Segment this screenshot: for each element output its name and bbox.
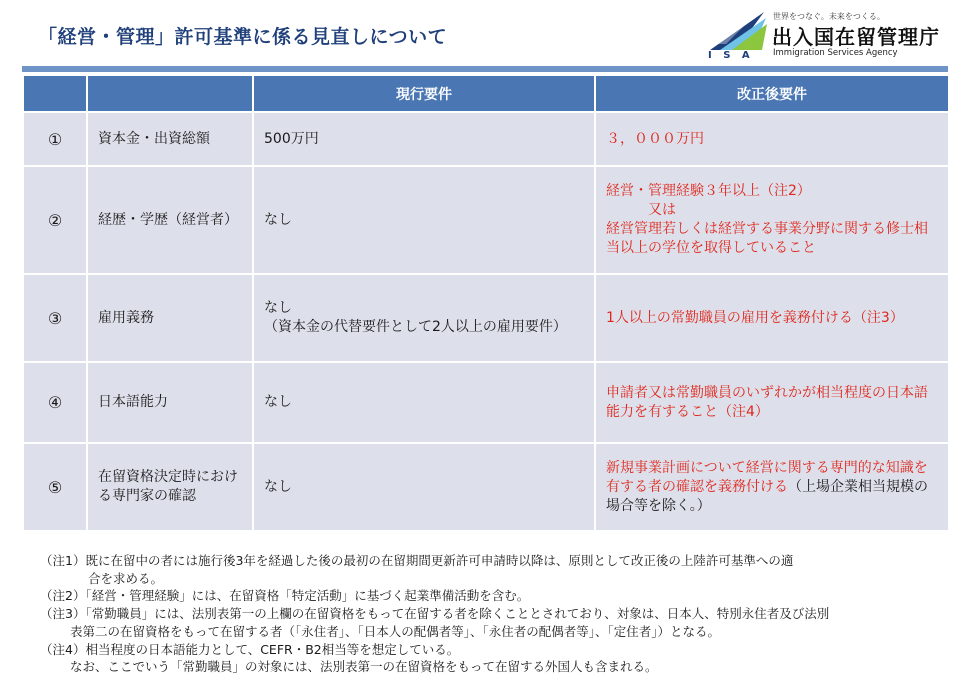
row-revised: 申請者又は常勤職員のいずれかが相当程度の日本語能力を有すること（注4）	[595, 362, 949, 443]
table-row	[23, 112, 949, 166]
footnote-4: （注4）相当程度の日本語能力として、CEFR・B2相当等を想定している。	[40, 641, 460, 657]
row-number: ④	[23, 362, 87, 443]
title-rule	[22, 66, 948, 72]
footnote-4-cont: なお、ここでいう「常勤職員」の対象には、法別表第一の在留資格をもって在留する外国人も含まれる。	[70, 659, 658, 675]
table-row	[23, 166, 949, 274]
row-item: 資本金・出資総額	[87, 112, 253, 166]
row-item: 経歴・学歴（経営者）	[87, 166, 253, 274]
footnote-1: （注1）既に在留中の者には施行後3年を経過した後の最初の在留期間更新許可申請時以降は、原則として改正後の上陸許可基準への適	[40, 553, 794, 568]
agency-name-en: Immigration Services Agency	[773, 48, 898, 58]
isa-emblem-icon	[706, 10, 768, 52]
agency-name-ja: 出入国在留管理庁	[772, 25, 940, 49]
table-row	[23, 362, 949, 443]
row-revised: 新規事業計画について経営に関する専門的な知識を有する者の確認を義務付ける（上場企業相当規模の場合等を除く。）	[595, 443, 949, 531]
page-title: 「経営・管理」許可基準に係る見直しについて	[38, 26, 448, 48]
row-number: ②	[23, 166, 87, 274]
row-item: 日本語能力	[87, 362, 253, 443]
row-number: ⑤	[23, 443, 87, 531]
row-current: なし	[253, 362, 595, 443]
row-current: なし （資本金の代替要件として2人以上の雇用要件）	[253, 274, 595, 362]
row-revised: 経営・管理経験３年以上（注2） 又は 経営管理若しくは経営する事業分野に関する修士相当以上の学位を取得していること	[595, 166, 949, 274]
row-item: 雇用義務	[87, 274, 253, 362]
row-current: なし	[253, 443, 595, 531]
footnotes	[40, 552, 955, 676]
header-revised: 改正後要件	[595, 75, 949, 112]
row-current: 500万円	[253, 112, 595, 166]
footnote-1-cont: 合を求める。	[88, 570, 164, 586]
header-no	[23, 75, 87, 112]
logo-tagline: 世界をつなぐ。未来をつくる。	[773, 12, 885, 21]
footnote-2: （注2）「経営・管理経験」には、在留資格「特定活動」に基づく起業準備活動を含む。	[40, 588, 530, 604]
row-number: ①	[23, 112, 87, 166]
footnote-3: （注3）「常勤職員」には、法別表第一の上欄の在留資格をもって在留する者を除くこととされており、対象は、日本人、特別永住者及び法別	[40, 606, 830, 622]
requirements-table	[22, 74, 950, 532]
table-header-row	[23, 75, 949, 112]
row-revised: ３，０００万円	[595, 112, 949, 166]
table-row	[23, 274, 949, 362]
header-current: 現行要件	[253, 75, 595, 112]
row-revised: 1人以上の常勤職員の雇用を義務付ける（注3）	[595, 274, 949, 362]
header-item	[87, 75, 253, 112]
row-item: 在留資格決定時における専門家の確認	[87, 443, 253, 531]
footnote-3-cont: 表第二の在留資格をもって在留する者（「永住者」、「日本人の配偶者等」、「永住者の配偶者等」、「定住者」）となる。	[70, 623, 721, 639]
agency-logo	[706, 10, 956, 62]
row-current: なし	[253, 166, 595, 274]
table-row	[23, 443, 949, 531]
logo-abbr: I S A	[708, 50, 754, 61]
row-number: ③	[23, 274, 87, 362]
